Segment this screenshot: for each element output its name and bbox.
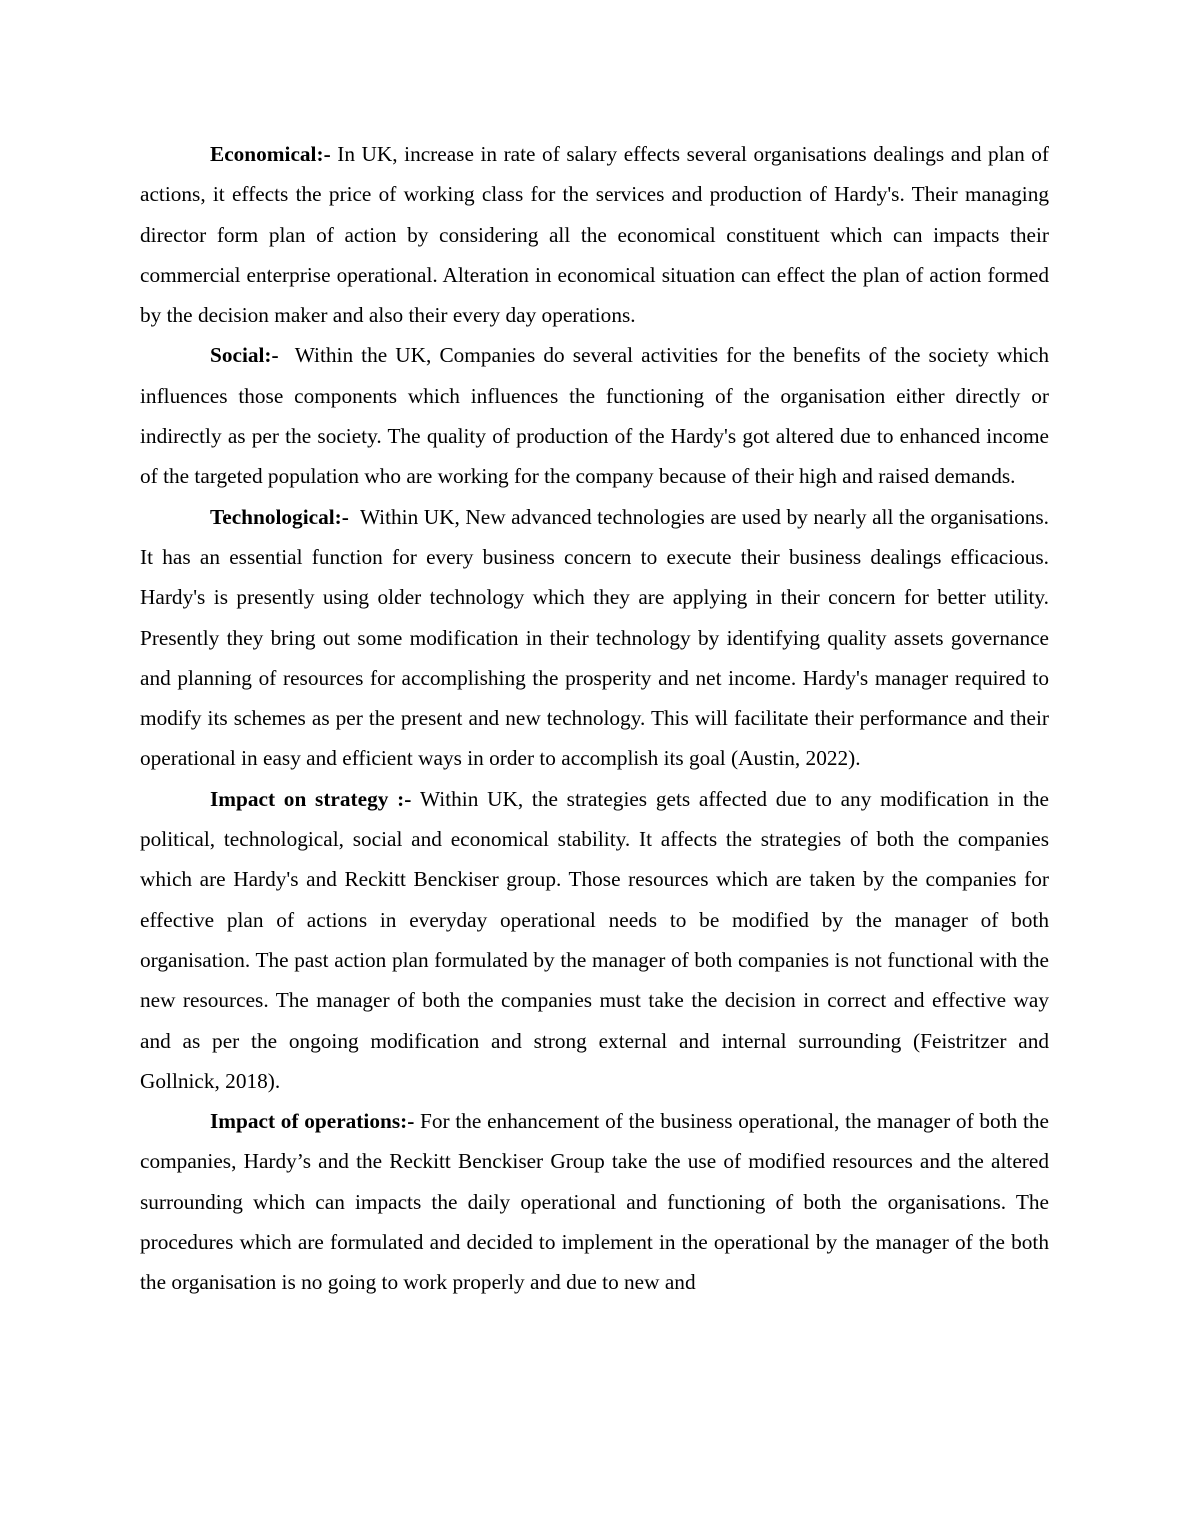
paragraph-social xyxy=(140,335,1049,496)
paragraph-heading-technological: Technological:- xyxy=(210,504,349,529)
paragraph-heading-impact-operations: Impact of operations:- xyxy=(210,1109,415,1134)
document-page xyxy=(140,134,1049,1303)
paragraph-impact-operations xyxy=(140,1101,1049,1302)
paragraph-technological xyxy=(140,497,1049,779)
paragraph-body-social: Within the UK, Companies do several activities for the benefits of the society which influences those components which influences the functioning of the organisation either directly or indirectly as per the society. The quality of production of the Hardy's got altered due to enhanced income of the targeted population who are working for the company because of their high and raised demands. xyxy=(140,343,1049,489)
paragraph-body-economical: In UK, increase in rate of salary effects several organisations dealings and plan of actions, it effects the price of working class for the services and production of Hardy's. Their managing director form plan of action by considering all the economical constituent which can impacts their commercial enterprise operational. Alteration in economical situation can effect the plan of action formed by the decision maker and also their every day operations. xyxy=(140,142,1050,328)
paragraph-body-impact-operations: For the enhancement of the business operational, the manager of both the companies, Hardy’s and the Reckitt Benckiser Group take the use of modified resources and the altered surrounding which can impacts the daily operational and functioning of both the organisations. The procedures which are formulated and decided to implement in the operational by the manager of the both the organisation is no going to work properly and due to new and xyxy=(140,1109,1050,1295)
paragraph-economical xyxy=(140,134,1049,335)
paragraph-heading-social: Social:- xyxy=(210,343,279,368)
paragraph-heading-impact-strategy: Impact on strategy :- xyxy=(210,786,412,811)
paragraph-heading-economical: Economical:- xyxy=(210,142,331,166)
paragraph-body-impact-strategy: Within UK, the strategies gets affected due to any modification in the political, technological, social and economical stability. It affects the strategies of both the companies which are Hardy's and Reckitt Benckiser group. Those resources which are taken by the companies for effective plan of actions in everyday operational needs to be modified by the manager of both organisation. The past action plan formulated by the manager of both companies is not functional with the new resources. The manager of both the companies must take the decision in correct and effective way and as per the ongoing modification and strong external and internal surrounding (Feistritzer and Gollnick, 2018). xyxy=(140,786,1049,1093)
paragraph-impact-strategy xyxy=(140,779,1049,1101)
paragraph-body-technological: Within UK, New advanced technologies are used by nearly all the organisations. It has an essential function for every business concern to execute their business dealings efficacious. Hardy's is presently using older technology which they are applying in their concern for better utility. Presently they bring out some modification in their technology by identifying quality assets governance and planning of resources for accomplishing the prosperity and net income. Hardy's manager required to modify its schemes as per the present and new technology. This will facilitate their performance and their operational in easy and efficient ways in order to accomplish its goal (Austin, 2022). xyxy=(140,504,1049,771)
